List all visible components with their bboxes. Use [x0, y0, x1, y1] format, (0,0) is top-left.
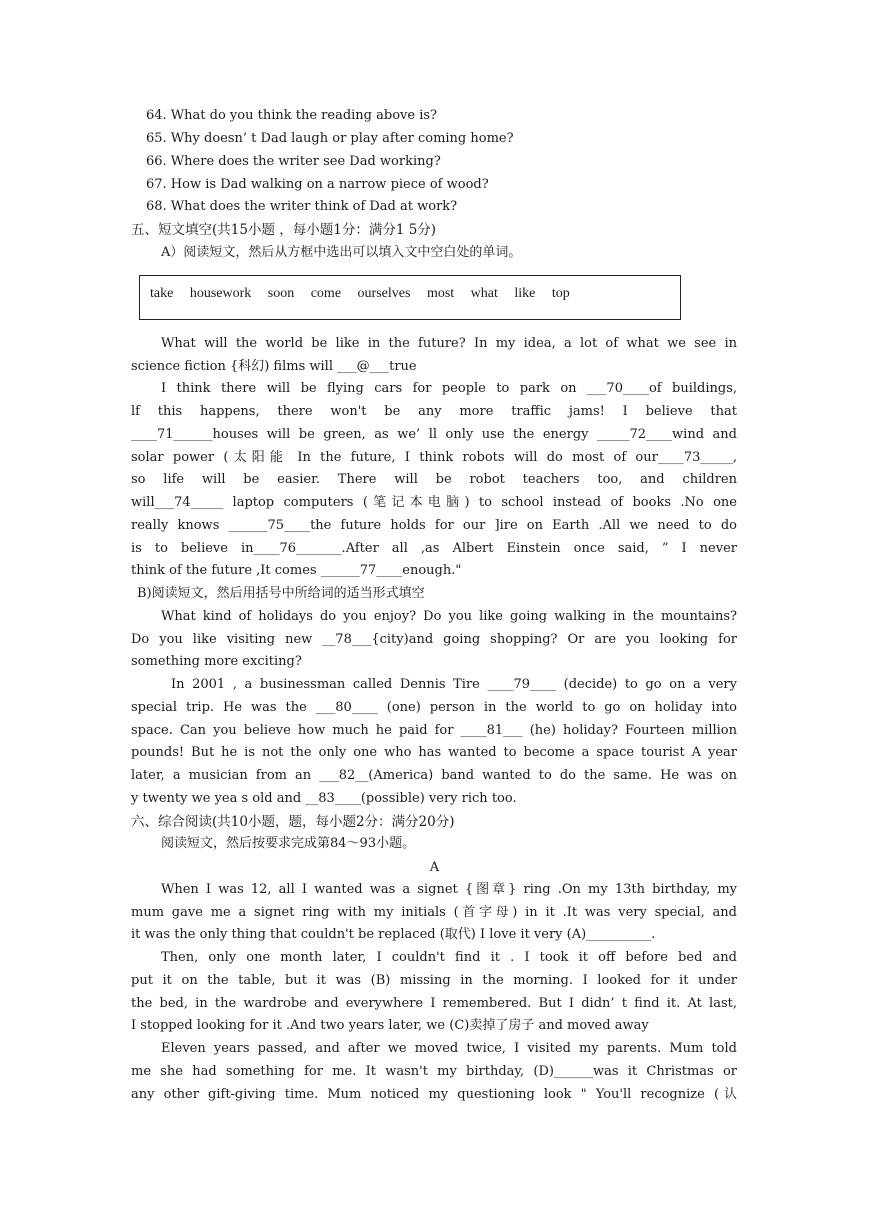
word-option: like — [514, 286, 536, 301]
passage-b-line: pounds! But he is not the only one who has wanted to become a space tourist A year — [131, 745, 737, 760]
passage-label: A — [429, 860, 440, 875]
passage-b-line: In 2001 , a businessman called Dennis Tire ____79____ (decide) to go on a very — [171, 677, 737, 692]
passage-a-line: think of the future ,It comes ______77____enough." — [131, 563, 462, 578]
passage-b-line: special trip. He was the ___80____ (one) person in the world to go on holiday into — [131, 700, 737, 715]
passage-a-line: ____71______houses will be green, as we’ ll only use the energy _____72____wind and — [131, 427, 737, 442]
part-a-instruction: A）阅读短文，然后从方框中选出可以填入文中空白处的单词。 — [161, 245, 522, 260]
passage-b-line: something more exciting? — [131, 654, 302, 669]
word-option: soon — [267, 286, 295, 301]
section-6-heading: 六、综合阅读(共10小题，题，每小题2分：满分20分) — [131, 814, 455, 830]
passage-6a-line: put it on the table, but it was (B) missing in the morning. I looked for it under — [131, 973, 737, 988]
passage-a-line: so life will be easier. There will be robot teachers too, and children — [131, 472, 737, 487]
section-6-instruction: 阅读短文，然后按要求完成第84～93小题。 — [161, 836, 416, 851]
word-option: most — [426, 286, 455, 301]
word-box-words — [150, 286, 583, 302]
passage-b-line: What kind of holidays do you enjoy? Do you like going walking in the mountains? — [161, 609, 737, 624]
question-66: 66. Where does the writer see Dad working? — [146, 154, 441, 169]
passage-6a-line: it was the only thing that couldn't be replaced (取代) I love it very (A)__________. — [131, 927, 656, 942]
passage-a-line: I think there will be flying cars for people to park on ___70____of buildings, — [161, 381, 737, 396]
passage-a-line: solar power (太阳能 In the future, I think robots will do most of our____73_____, — [131, 450, 737, 465]
passage-a-line: What will the world be like in the future? In my idea, a lot of what we see in — [161, 336, 737, 351]
word-option: housework — [189, 286, 252, 301]
passage-a-line: science fiction {科幻) films will ___@___true — [131, 359, 417, 374]
passage-6a-line: the bed, in the wardrobe and everywhere I remembered. But I didn’ t find it. At last, — [131, 996, 737, 1011]
passage-b-line: Do you like visiting new __78___{city)and going shopping? Or are you looking for — [131, 632, 737, 647]
question-67: 67. How is Dad walking on a narrow piece of wood? — [146, 177, 489, 192]
word-box — [139, 275, 681, 320]
passage-6a-line: Then, only one month later, I couldn't find it . I took it off before bed and — [161, 950, 737, 965]
section-5-heading: 五、短文填空(共15小题 ，每小题1分：满分1 5分) — [131, 222, 437, 238]
question-64: 64. What do you think the reading above is? — [146, 108, 437, 123]
passage-6a-line: mum gave me a signet ring with my initials (首字母) in it .It was very special, and — [131, 905, 737, 920]
word-option: what — [470, 286, 498, 301]
passage-6a-line: When I was 12, all I wanted was a signet {图章} ring .On my 13th birthday, my — [161, 882, 737, 897]
passage-a-line: lf this happens, there won't be any more traffic jams! I believe that — [131, 404, 737, 419]
passage-6a-line: me she had something for me. It wasn't my birthday, (D)______was it Christmas or — [131, 1064, 737, 1079]
passage-a-line: will___74_____ laptop computers (笔记本电脑) to school instead of books .No one — [131, 495, 737, 510]
part-b-instruction: B)阅读短文，然后用括号中所给词的适当形式填空 — [137, 586, 425, 601]
question-68: 68. What does the writer think of Dad at work? — [146, 199, 458, 214]
passage-a-line: really knows ______75____the future holds for our ]ire on Earth .All we need to do — [131, 518, 737, 533]
passage-6a-line: Eleven years passed, and after we moved twice, I visited my parents. Mum told — [161, 1041, 737, 1056]
word-option: top — [551, 286, 570, 301]
question-65: 65. Why doesn’ t Dad laugh or play after coming home? — [146, 131, 514, 146]
word-option: take — [150, 286, 174, 301]
passage-a-line: is to believe in____76_______.After all ,as Albert Einstein once said, ” I never — [131, 541, 737, 556]
word-option: come — [310, 286, 342, 301]
passage-6a-line: any other gift-giving time. Mum noticed my questioning look " You'll recognize (认 — [131, 1087, 737, 1102]
passage-6a-line: I stopped looking for it .And two years later, we (C)卖掉了房子 and moved away — [131, 1018, 649, 1033]
passage-b-line: y twenty we yea s old and __83____(possible) very rich too. — [131, 791, 517, 806]
passage-b-line: space. Can you believe how much he paid for ____81___ (he) holiday? Fourteen million — [131, 723, 737, 738]
passage-b-line: later, a musician from an ___82__(America) band wanted to do the same. He was on — [131, 768, 737, 783]
word-option: ourselves — [357, 286, 411, 301]
